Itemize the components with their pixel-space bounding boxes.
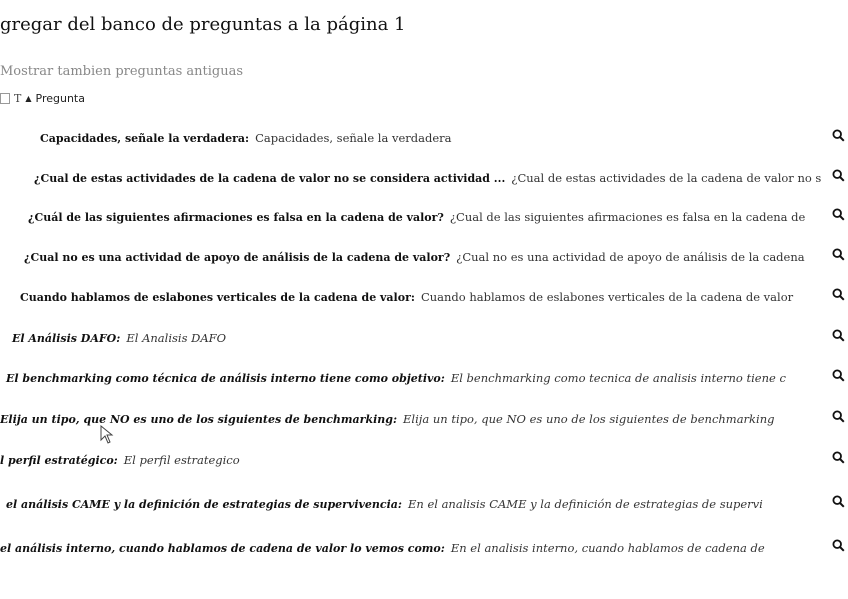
preview-magnifier-icon[interactable] [830,167,846,183]
question-name[interactable]: el análisis interno, cuando hablamos de cadena de valor lo vemos como: [0,541,445,555]
question-name[interactable]: el análisis CAME y la definición de estrategias de supervivencia: [6,497,402,511]
question-name[interactable]: Capacidades, señale la verdadera: [40,131,250,145]
question-name[interactable]: ¿Cuál de las siguientes afirmaciones es falsa en la cadena de valor? [28,210,444,224]
preview-magnifier-icon[interactable] [830,327,846,343]
question-row[interactable] [0,203,848,227]
select-all-checkbox[interactable] [0,93,10,104]
sort-by-type[interactable]: T [14,92,22,105]
preview-magnifier-icon[interactable] [830,127,846,143]
show-old-questions-toggle[interactable]: Mostrar tambien preguntas antiguas [0,64,244,79]
question-text: Elija un tipo, que NO es uno de los siguientes de benchmarking [403,411,775,426]
preview-magnifier-icon[interactable] [830,206,846,222]
table-header [0,92,85,105]
question-row-text [0,449,848,468]
question-row[interactable] [0,364,848,388]
question-name[interactable]: El benchmarking como técnica de análisis interno tiene como objetivo: [6,371,445,385]
question-row-text [0,537,848,556]
preview-magnifier-icon[interactable] [830,493,846,509]
preview-magnifier-icon[interactable] [830,408,846,424]
question-name[interactable]: ¿Cual no es una actividad de apoyo de análisis de la cadena de valor? [24,250,451,264]
question-row[interactable] [0,124,848,148]
question-text: En el analisis CAME y la definición de estrategias de supervi [407,496,763,511]
preview-magnifier-icon[interactable] [830,246,846,262]
question-row-text [0,327,848,346]
preview-magnifier-icon[interactable] [830,367,846,383]
question-row[interactable] [0,164,848,188]
page-title: gregar del banco de preguntas a la página 1 [0,14,406,35]
question-column-header[interactable]: Pregunta [35,92,85,105]
question-text: En el analisis interno, cuando hablamos de cadena de [450,540,765,555]
question-row-text [0,286,848,305]
question-text: El Analisis DAFO [126,330,227,345]
question-row-text [0,206,848,225]
question-name[interactable]: Cuando hablamos de eslabones verticales de la cadena de valor: [20,290,415,304]
question-row[interactable] [0,446,848,470]
question-text: ¿Cual de estas actividades de la cadena de valor no s [511,170,822,185]
question-name[interactable]: l perfil estratégico: [0,453,118,467]
question-name[interactable]: ¿Cual de estas actividades de la cadena de valor no se considera actividad ... [34,171,506,185]
question-row[interactable] [0,324,848,348]
question-row-text [0,408,848,427]
question-text: ¿Cual no es una actividad de apoyo de análisis de la cadena [456,249,805,264]
question-text: Cuando hablamos de eslabones verticales de la cadena de valor [420,289,794,304]
preview-magnifier-icon[interactable] [830,286,846,302]
preview-magnifier-icon[interactable] [830,537,846,553]
question-row-text [0,367,848,386]
question-row[interactable] [0,405,848,429]
question-text: Capacidades, señale la verdadera [255,130,452,145]
sort-arrow-icon[interactable]: ▲ [25,94,32,103]
question-text: El perfil estrategico [123,452,240,467]
question-row-text [0,127,848,146]
question-row[interactable] [0,243,848,267]
mouse-cursor-icon [100,425,114,445]
question-row-text [0,167,848,186]
question-row-text [0,493,848,512]
question-name[interactable]: Elija un tipo, que NO es uno de los siguientes de benchmarking: [0,412,398,426]
question-row[interactable] [0,490,848,514]
preview-magnifier-icon[interactable] [830,449,846,465]
question-row-text [0,246,848,265]
question-row[interactable] [0,283,848,307]
question-row[interactable] [0,534,848,558]
question-text: ¿Cual de las siguientes afirmaciones es falsa en la cadena de [449,209,806,224]
question-text: El benchmarking como tecnica de analisis interno tiene c [450,370,786,385]
question-name[interactable]: El Análisis DAFO: [12,331,121,345]
